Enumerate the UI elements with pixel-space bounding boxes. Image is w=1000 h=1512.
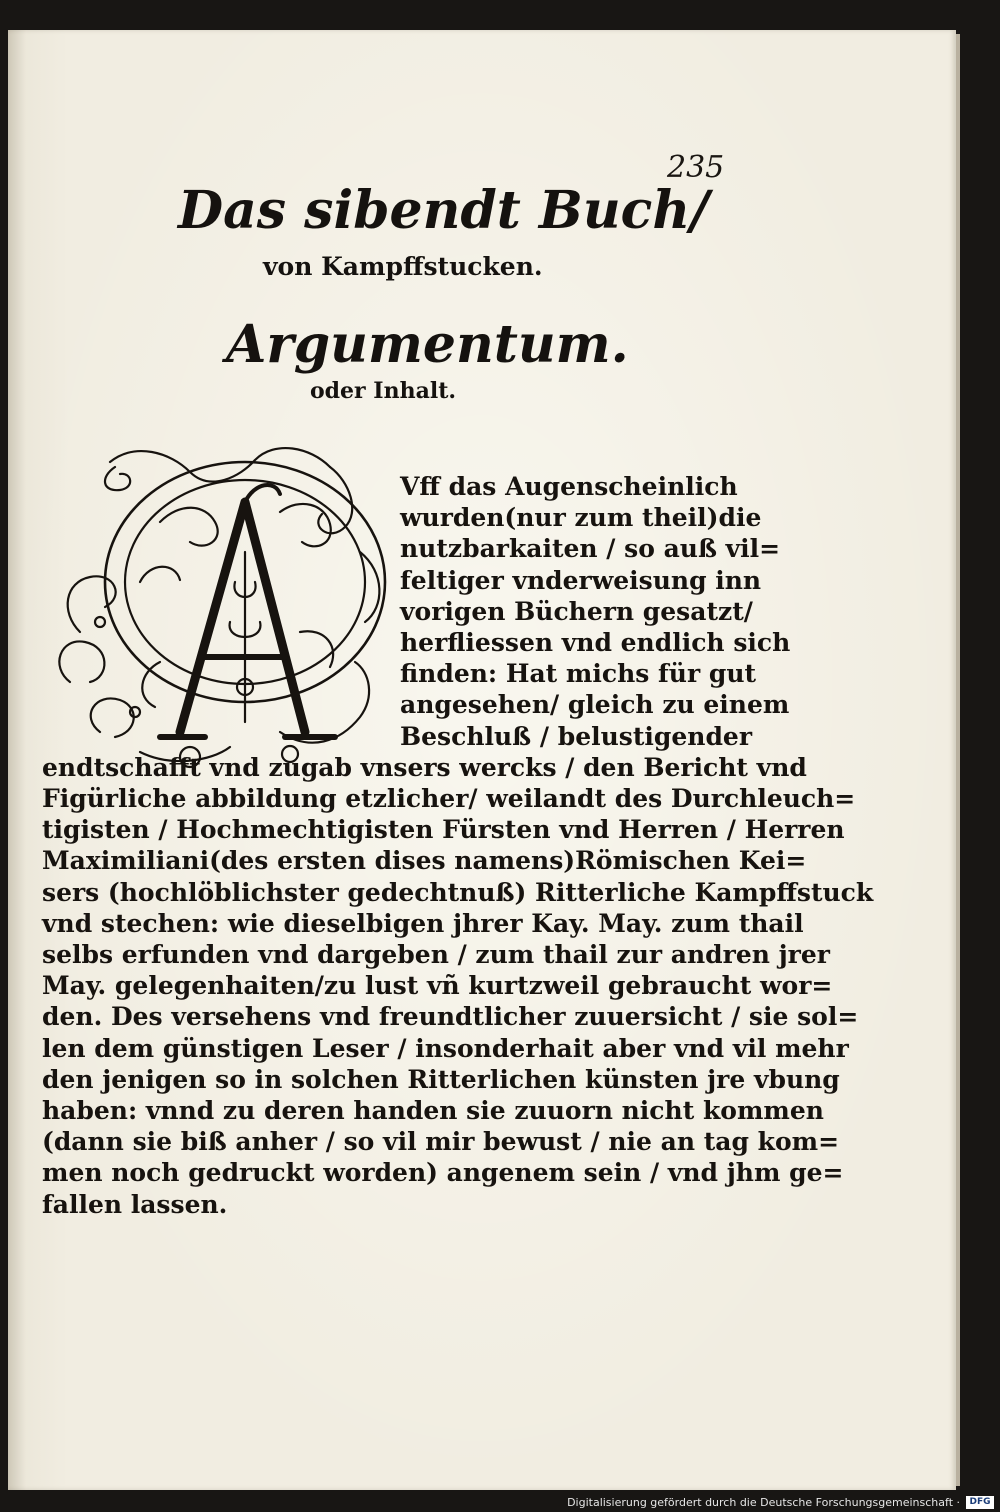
text-line: haben: vnnd zu deren handen sie zuuorn nicht kommen xyxy=(42,1096,824,1125)
text-line: selbs erfunden vnd dargeben / zum thail zur andren jrer xyxy=(42,940,830,969)
text-line: wurden(nur zum theil)die xyxy=(400,503,762,533)
section-heading: Argumentum. xyxy=(226,314,629,375)
text-line: Maximiliani(des ersten dises namens)Römischen Kei= xyxy=(42,846,807,876)
page-subtitle: von Kampffstucken. xyxy=(263,252,543,281)
footer-bar xyxy=(0,1494,1000,1512)
page-edge xyxy=(956,34,960,1486)
text-line: Figürliche abbildung etzlicher/ weilandt des Durchleuch= xyxy=(42,784,856,813)
text-line: herfliessen vnd endlich sich xyxy=(400,628,791,657)
text-line: den jenigen so in solchen Ritterlichen künsten jre vbung xyxy=(42,1064,840,1094)
text-line: vorigen Büchern gesatzt/ xyxy=(400,596,753,626)
text-line: fallen lassen. xyxy=(42,1189,228,1219)
text-line: feltiger vnderweisung inn xyxy=(400,565,762,595)
text-line: Beschluß / belustigender xyxy=(400,721,753,751)
text-line: tigisten / Hochmechtigisten Fürsten vnd Herren / Herren xyxy=(42,815,845,845)
page-title: Das sibendt Buch/ xyxy=(178,180,710,241)
text-line: vnd stechen: wie dieselbigen jhrer Kay. May. zum thail xyxy=(42,908,804,938)
text-line: finden: Hat michs für gut xyxy=(400,659,757,689)
text-line: (dann sie biß anher / so vil mir bewust / nie an tag kom= xyxy=(42,1127,840,1157)
text-line: men noch gedruckt worden) angenem sein / vnd jhm ge= xyxy=(42,1158,844,1188)
text-line: sers (hochlöblichster gedechtnuß) Ritterliche Kampffstuck xyxy=(42,877,874,907)
page-number: 235 xyxy=(667,150,725,185)
text-line: endtschafft vnd zugab vnsers wercks / den Bericht vnd xyxy=(42,752,807,782)
text-line: nutzbarkaiten / so auß vil= xyxy=(400,534,781,564)
text-line: Vff das Augenscheinlich xyxy=(400,472,738,501)
ornamental-initial-icon xyxy=(40,432,395,777)
dfg-logo: DFG xyxy=(966,1496,994,1509)
section-subheading: oder Inhalt. xyxy=(310,378,457,404)
text-line: den. Des versehens vnd freundtlicher zuuersicht / sie sol= xyxy=(42,1002,859,1032)
text-line: angesehen/ gleich zu einem xyxy=(400,690,790,720)
text-line: len dem günstigen Leser / insonderhait aber vnd vil mehr xyxy=(42,1033,849,1063)
text-line: May. gelegenhaiten/zu lust vñ kurtzweil gebraucht wor= xyxy=(42,971,833,1001)
funding-credit: Digitalisierung gefördert durch die Deutsche Forschungsgemeinschaft · xyxy=(567,1496,960,1509)
